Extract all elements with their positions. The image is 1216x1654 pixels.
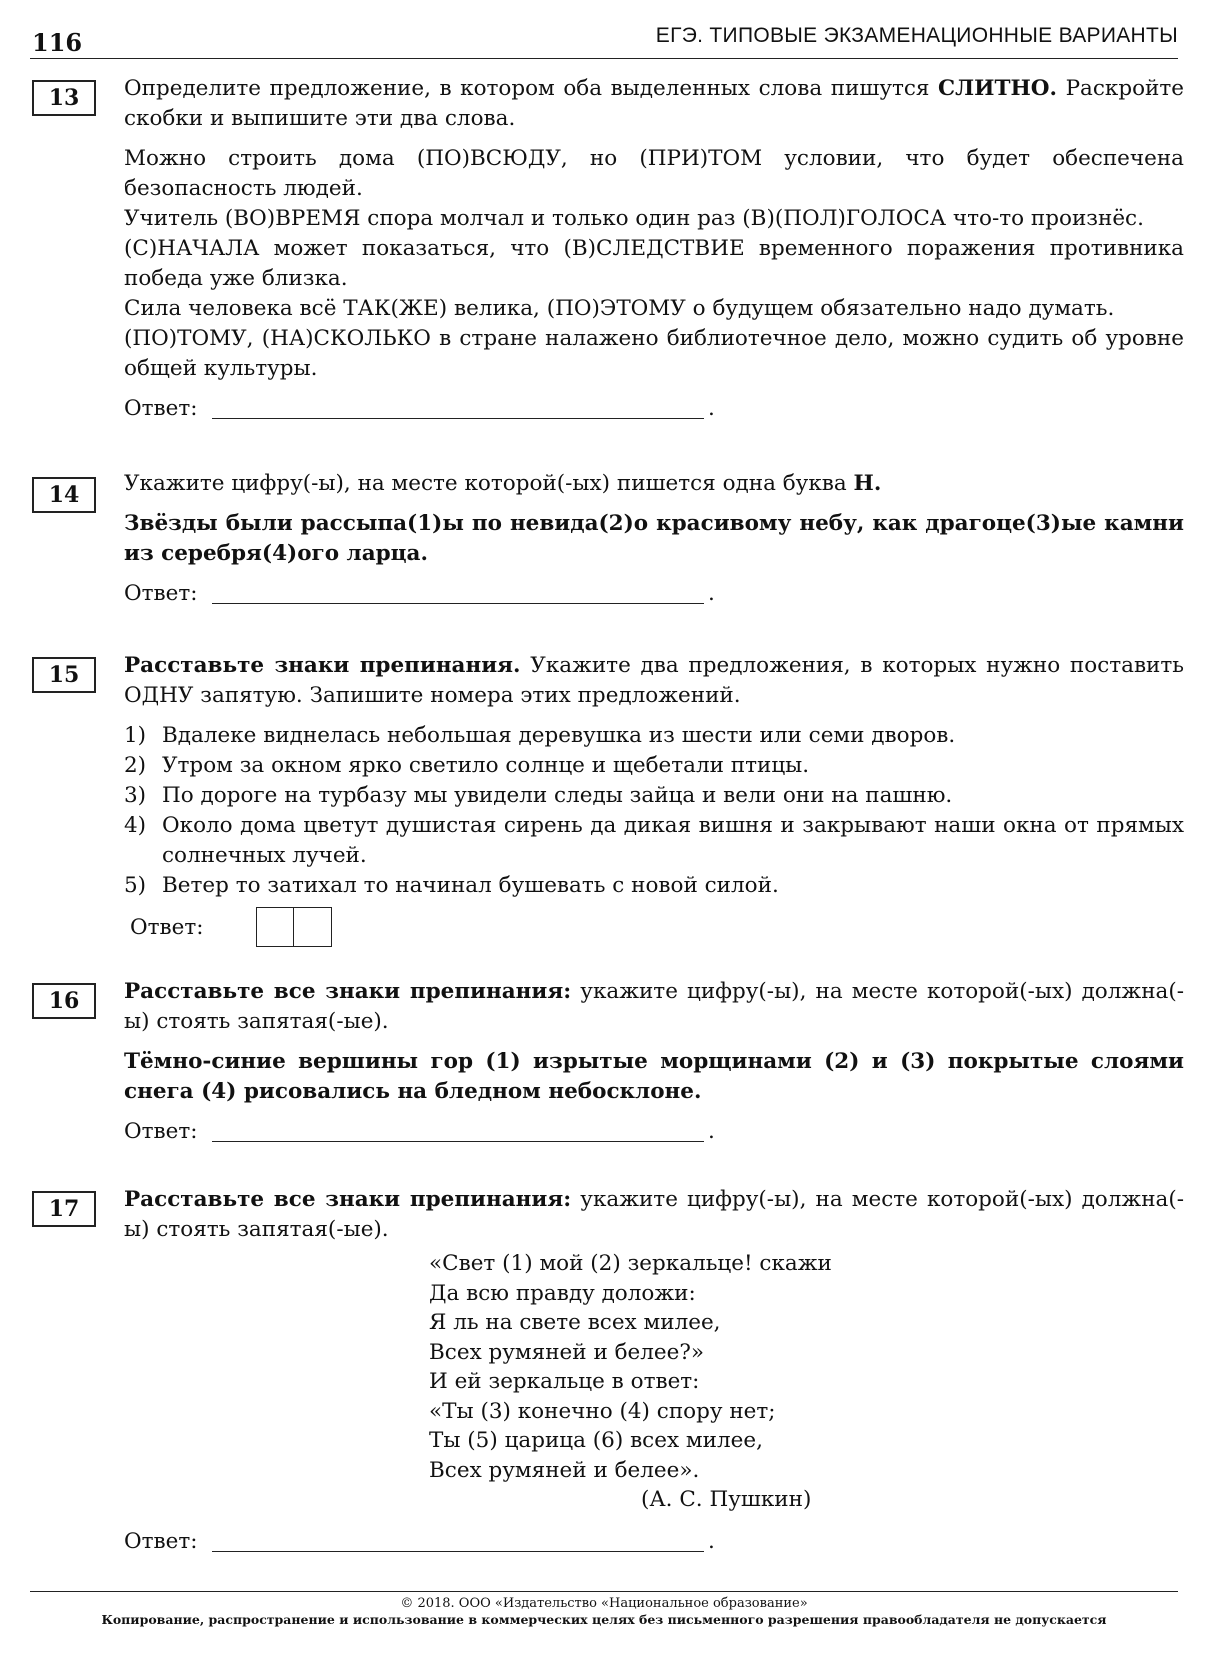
page-number: 116 <box>32 28 83 57</box>
copyright-notice: Копирование, распространение и использование в коммерческих целях без письменного разрешения правообладателя не допускается <box>101 1612 1107 1627</box>
instruction-keyword: Расставьте знаки препинания. <box>124 653 521 678</box>
instruction-keyword: СЛИТНО. <box>938 76 1058 101</box>
sentence: Можно строить дома (ПО)ВСЮДУ, но (ПРИ)ТОМ условии, что будет обеспечена безопасность людей. <box>124 146 1184 201</box>
task-body <box>124 651 1184 947</box>
answer-cells <box>256 907 332 947</box>
poem-line: «Ты (3) конечно (4) спору нет; <box>429 1398 776 1424</box>
numbered-list <box>124 721 1184 901</box>
poem-line: Всех румяней и белее?» <box>429 1339 705 1365</box>
task-body <box>124 1185 1184 1561</box>
answer-line[interactable] <box>212 1551 704 1552</box>
task-number-box: 14 <box>32 477 96 513</box>
list-item <box>124 811 1184 871</box>
poem-author: (А. С. Пушкин) <box>641 1487 812 1512</box>
task-instruction <box>124 651 1184 711</box>
instruction-text: Раскройте скобки и выпишите эти два слова. <box>124 76 1184 131</box>
item-text: Утром за окном ярко светило солнце и щебетали птицы. <box>162 753 810 778</box>
item-number: 3) <box>124 783 147 808</box>
task-body <box>124 977 1184 1151</box>
answer-field <box>124 1527 1184 1561</box>
instruction-keyword: Н. <box>853 471 882 496</box>
list-item <box>124 781 1184 811</box>
sentence: Учитель (ВО)ВРЕМЯ спора молчал и только один раз (В)(ПОЛ)ГОЛОСА что-то произнёс. <box>124 206 1144 231</box>
answer-cell[interactable] <box>256 907 294 947</box>
answer-label: Ответ: <box>124 1528 198 1554</box>
poem <box>429 1249 1184 1515</box>
sentence: (ПО)ТОМУ, (НА)СКОЛЬКО в стране налажено библиотечное дело, можно судить об уровне общей культуры. <box>124 326 1184 381</box>
task-body <box>124 469 1184 613</box>
task-instruction <box>124 977 1184 1037</box>
instruction-text: Укажите два предложения, в которых нужно поставить ОДНУ запятую. Запишите номера этих предложений. <box>124 653 1184 708</box>
item-number: 4) <box>124 813 147 838</box>
page-header <box>30 18 1178 59</box>
instruction-keyword: Расставьте все знаки препинания: <box>124 1187 572 1212</box>
answer-label: Ответ: <box>124 396 198 421</box>
item-number: 5) <box>124 873 147 898</box>
instruction-text: укажите цифру(-ы), на месте которой(-ых) должна(-ы) стоять запятая(-ые). <box>124 1187 1184 1242</box>
list-item <box>124 751 1184 781</box>
task-number-box: 13 <box>32 80 96 116</box>
answer-field <box>124 1117 1184 1151</box>
sentence: Звёзды были рассыпа(1)ы по невида(2)о красивому небу, как драгоце(3)ые камни из серебря(4)ого ларца. <box>124 511 1184 566</box>
running-title: ЕГЭ. ТИПОВЫЕ ЭКЗАМЕНАЦИОННЫЕ ВАРИАНТЫ <box>655 24 1178 47</box>
answer-cell[interactable] <box>294 907 332 947</box>
answer-line[interactable] <box>212 1141 704 1142</box>
sentence: Сила человека всё ТАК(ЖЕ) велика, (ПО)ЭТОМУ о будущем обязательно надо думать. <box>124 296 1115 321</box>
task-instruction <box>124 1185 1184 1245</box>
answer-dot: . <box>708 1119 715 1144</box>
answer-label: Ответ: <box>130 915 204 940</box>
instruction-text: Определите предложение, в котором оба выделенных слова пишутся <box>124 76 930 101</box>
copyright-line: © 2018. ООО «Издательство «Национальное образование» <box>400 1596 808 1611</box>
instruction-keyword: Расставьте все знаки препинания: <box>124 979 572 1004</box>
sentence: Тёмно-синие вершины гор (1) изрытые морщинами (2) и (3) покрытые слоями снега (4) рисовались на бледном небосклоне. <box>124 1049 1184 1104</box>
poem-line: Всех румяней и белее». <box>429 1457 700 1483</box>
item-number: 2) <box>124 753 147 778</box>
task-number-box: 16 <box>32 983 96 1019</box>
list-item <box>124 721 1184 751</box>
answer-dot: . <box>708 396 715 421</box>
answer-field <box>124 579 1184 613</box>
poem-line: Я ль на свете всех милее, <box>429 1310 721 1335</box>
item-text: По дороге на турбазу мы увидели следы зайца и вели они на пашню. <box>162 783 953 808</box>
answer-line[interactable] <box>212 603 704 604</box>
sentence: (С)НАЧАЛА может показаться, что (В)СЛЕДСТВИЕ временного поражения противника победа уже близка. <box>124 236 1184 291</box>
instruction-text: Укажите цифру(-ы), на месте которой(-ых) пишется одна буква <box>124 471 847 496</box>
answer-field <box>124 394 1184 428</box>
task-number-box: 17 <box>32 1191 96 1227</box>
item-text: Ветер то затихал то начинал бушевать с новой силой. <box>162 873 779 898</box>
task-body <box>124 74 1184 428</box>
answer-dot: . <box>708 1528 715 1554</box>
answer-dot: . <box>708 581 715 606</box>
poem-line: И ей зеркальце в ответ: <box>429 1369 700 1394</box>
poem-line: «Свет (1) мой (2) зеркальце! скажи <box>429 1251 832 1276</box>
instruction-text: укажите цифру(-ы), на месте которой(-ых) должна(-ы) стоять запятая(-ые). <box>124 979 1184 1034</box>
item-text: Около дома цветут душистая сирень да дикая вишня и закрывают наши окна от прямых солнечных лучей. <box>162 813 1184 868</box>
task-number-box: 15 <box>32 657 96 693</box>
answer-line[interactable] <box>212 418 704 419</box>
task-instruction <box>124 74 1184 134</box>
item-text: Вдалеке виднелась небольшая деревушка из шести или семи дворов. <box>162 723 956 748</box>
answer-field <box>130 913 1184 947</box>
task-instruction <box>124 469 1184 499</box>
page-footer <box>30 1591 1178 1628</box>
item-number: 1) <box>124 723 147 748</box>
poem-line: Да всю правду доложи: <box>429 1280 696 1306</box>
answer-label: Ответ: <box>124 581 198 606</box>
answer-label: Ответ: <box>124 1119 198 1144</box>
poem-line: Ты (5) царица (6) всех милее, <box>429 1428 763 1453</box>
list-item <box>124 871 1184 901</box>
